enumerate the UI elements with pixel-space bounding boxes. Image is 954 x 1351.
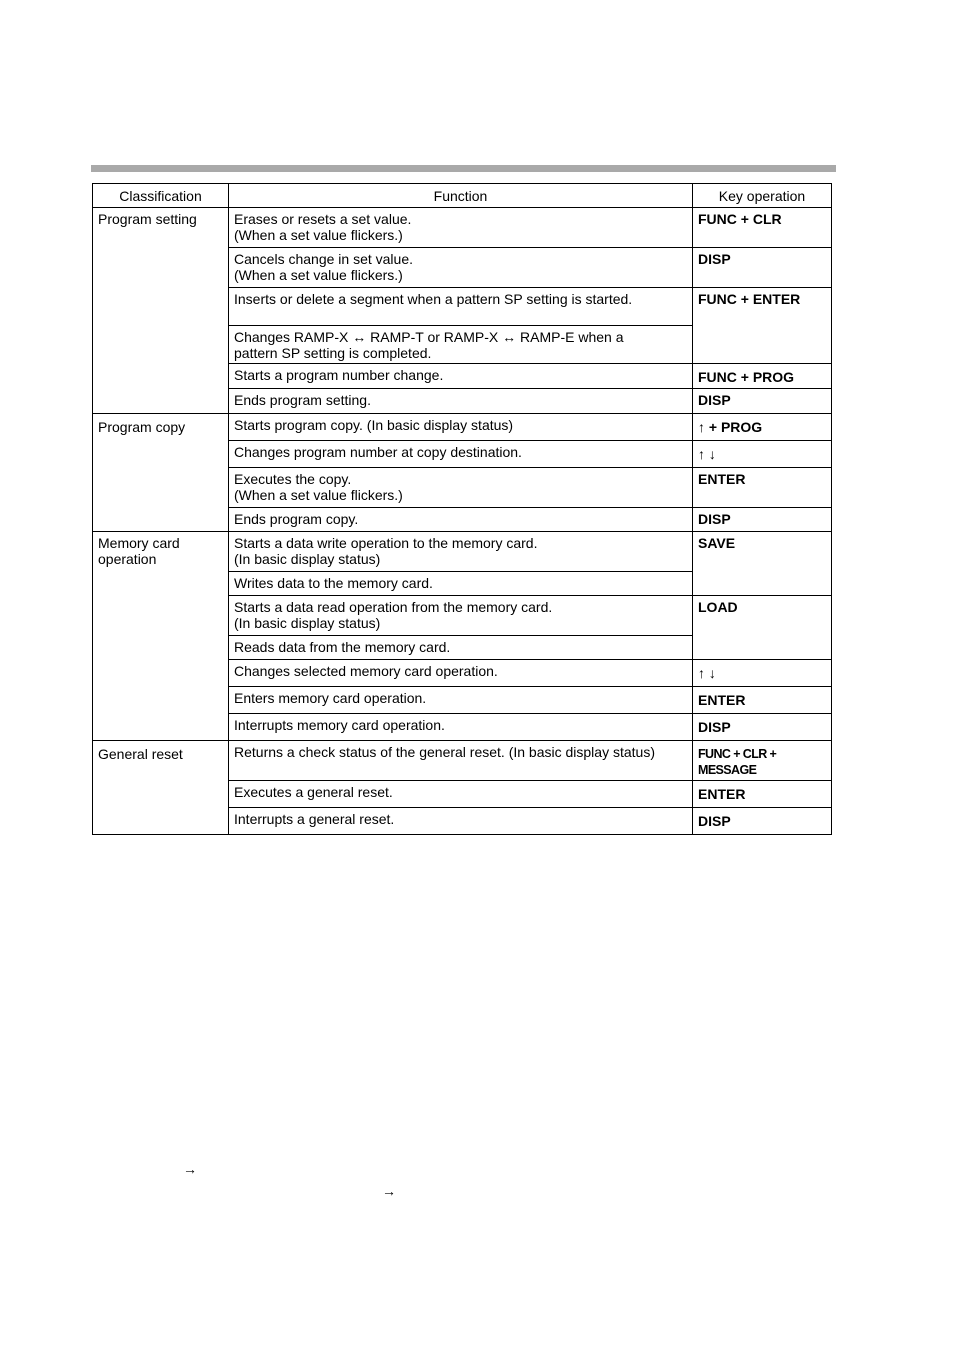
classification-text: Memory card operation [98,535,180,567]
function-text: Ends program setting. [234,392,371,408]
function-text: Writes data to the memory card. [234,575,433,591]
function-text: (In basic display status) [234,615,381,631]
function-cell [229,808,693,835]
classification-cell: Program setting [93,208,229,414]
key-cell: ENTER [693,468,832,508]
header-classification: Classification [93,184,229,208]
key-cell: SAVE [693,532,832,596]
table-row [93,208,832,248]
key-operation-table [92,183,832,835]
key-cell: FUNC + CLR [693,208,832,248]
function-text: Executes a general reset. [234,784,393,800]
function-cell [229,660,693,687]
function-text: (When a set value flickers.) [234,267,403,283]
table-row [93,532,832,572]
function-text: Interrupts a general reset. [234,811,395,827]
key-cell: FUNC + PROG [693,364,832,389]
function-text: (When a set value flickers.) [234,487,403,503]
function-cell [229,326,693,364]
key-cell: DISP [693,248,832,288]
key-cell: FUNC + CLR + MESSAGE [693,741,832,781]
function-cell [229,468,693,508]
function-text: Starts a data read operation from the memory card. [234,599,553,615]
function-cell [229,741,693,781]
key-cell: ↑ + PROG [693,414,832,441]
classification-cell: Program copy [93,414,229,532]
table-header-row [93,184,832,208]
header-key-operation: Key operation [693,184,832,208]
function-cell [229,687,693,714]
function-cell [229,508,693,532]
function-text: (When a set value flickers.) [234,227,403,243]
table-row [93,414,832,441]
function-cell [229,532,693,572]
key-cell: ↑ ↓ [693,660,832,687]
function-text: Changes program number at copy destination. [234,444,522,460]
function-cell [229,364,693,389]
key-cell: ENTER [693,687,832,714]
function-cell [229,781,693,808]
classification-cell: General reset [93,741,229,835]
function-text: Interrupts memory card operation. [234,717,445,733]
function-cell [229,441,693,468]
function-text: Erases or resets a set value. [234,211,412,227]
section-rule-bar [91,165,836,172]
function-text: Ends program copy. [234,511,359,527]
key-cell: ENTER [693,781,832,808]
key-cell: LOAD [693,596,832,660]
key-cell: DISP [693,508,832,532]
function-cell [229,389,693,414]
function-text: Cancels change in set value. [234,251,413,267]
key-cell: DISP [693,808,832,835]
header-function: Function [229,184,693,208]
function-text: (In basic display status) [234,551,381,567]
function-cell [229,288,693,326]
function-text: Returns a check status of the general reset. (In basic display status) [234,744,655,760]
function-text: Starts program copy. (In basic display status) [234,417,514,433]
arrow-mark: → [382,1183,396,1199]
function-text: Inserts or delete a segment when a pattern SP setting is started. [234,291,633,307]
key-cell: ↑ ↓ [693,441,832,468]
key-cell: FUNC + ENTER [693,288,832,364]
function-text: Enters memory card operation. [234,690,427,706]
table-row [93,741,832,781]
function-cell [229,248,693,288]
function-text: Starts a data write operation to the memory card. [234,535,538,551]
function-text: Changes RAMP-X ↔ RAMP-T or RAMP-X ↔ RAMP-E when a [234,329,624,345]
function-text: Reads data from the memory card. [234,639,451,655]
function-cell [229,414,693,441]
function-text: pattern SP setting is completed. [234,345,432,361]
function-cell [229,596,693,636]
function-cell [229,208,693,248]
key-cell: DISP [693,389,832,414]
function-cell [229,572,693,596]
function-text: Executes the copy. [234,471,352,487]
arrow-mark: → [183,1161,197,1177]
key-cell: DISP [693,714,832,741]
function-text: Starts a program number change. [234,367,444,383]
function-cell [229,714,693,741]
function-text: Changes selected memory card operation. [234,663,498,679]
classification-cell [93,532,229,741]
function-cell [229,636,693,660]
